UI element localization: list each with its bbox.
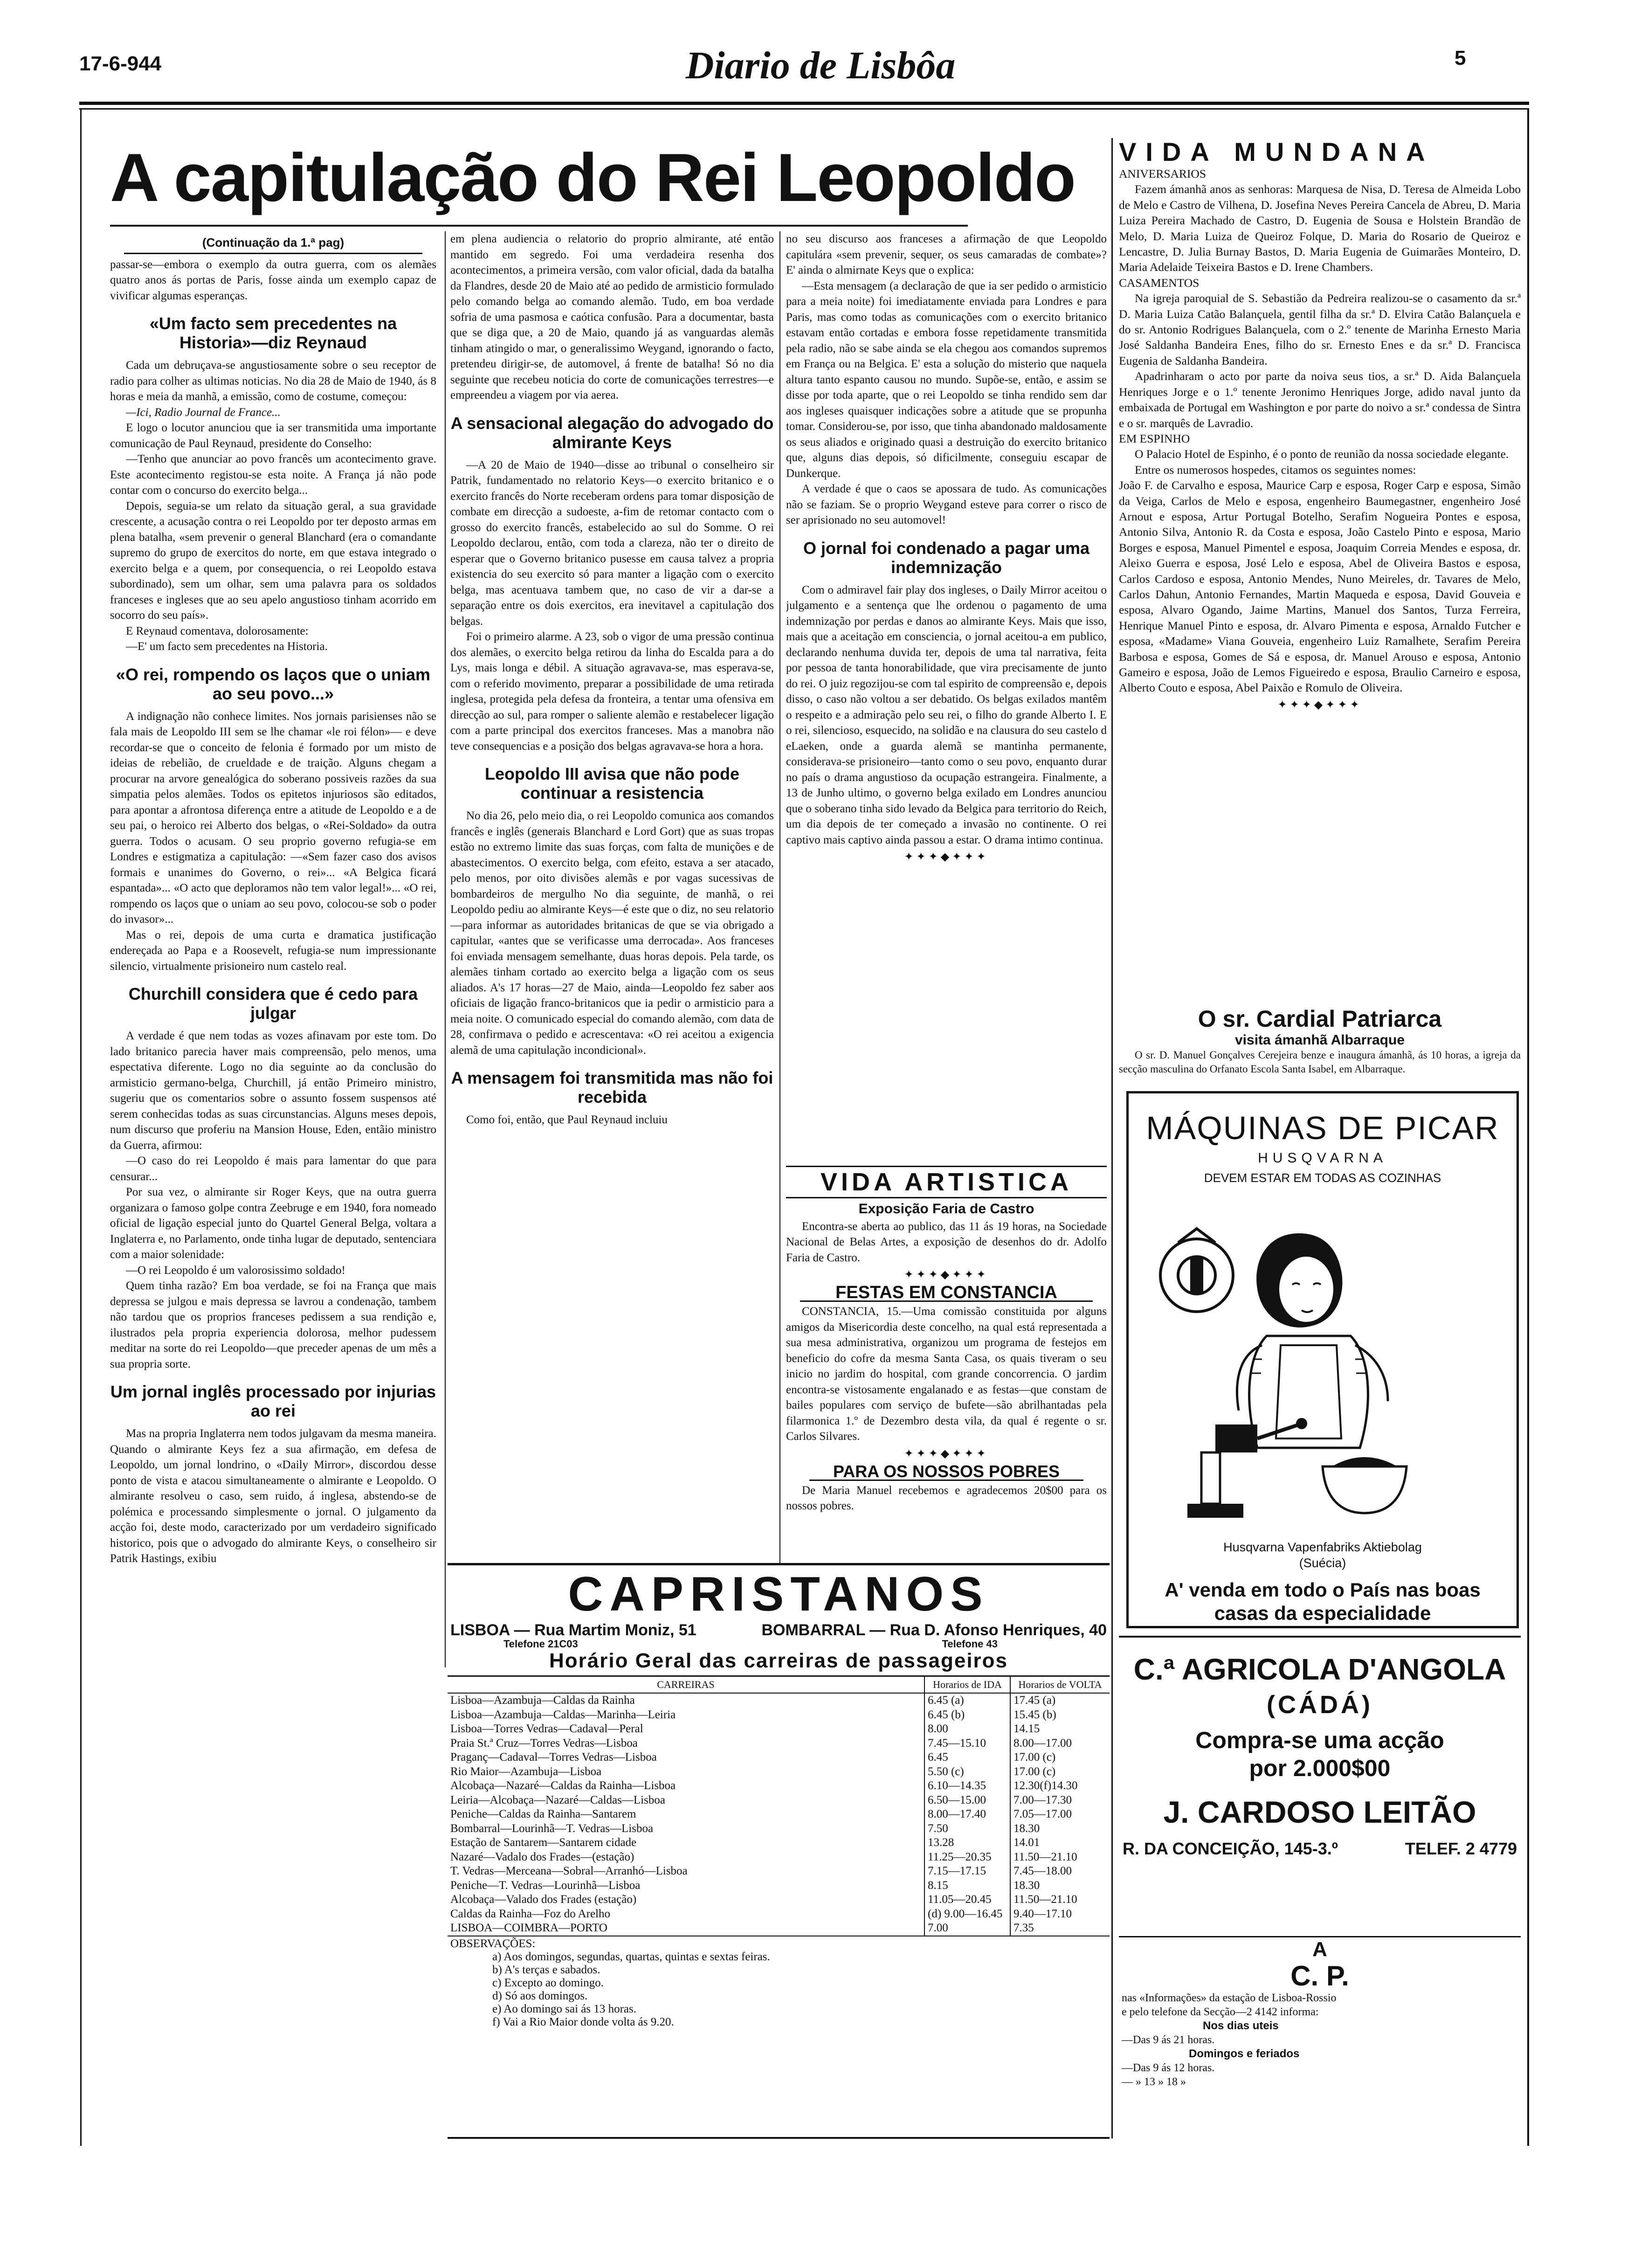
lisboa-phone: Telefone 21C03 <box>503 1638 578 1650</box>
paragraph: Depois, seguia-se um relato da situação geral, a sua gravidade crescente, a acusação contra o rei Leopoldo por ter deposto armas em plena batalha, «sem prevenir o general Blanchard (era o comandante supremo do grupo de exercitos do norte, em que estava integrado o exercito belga e a quem, por consequencia, o rei Leopoldo estava subordinado), sem um olhar, sem uma palavra para os soldados franceses e ingleses que ao seu apelo angustioso tinham acorrido em socorro do seu país». <box>110 499 436 622</box>
husqvarna-tagline: DEVEM ESTAR EM TODAS AS COZINHAS <box>1204 1171 1441 1185</box>
angola-subtitle: (CÁDÁ) <box>1267 1691 1373 1719</box>
timetable-departure: 8.00 <box>924 1722 1010 1736</box>
cp-weekdays-heading: Nos dias uteis <box>1203 2019 1279 2032</box>
timetable-route: Peniche—T. Vedras—Lourinhã—Lisboa <box>450 1879 641 1892</box>
article-column-2 <box>450 231 774 1565</box>
husqvarna-country: (Suécia) <box>1299 1556 1346 1570</box>
timetable-route: Peniche—Caldas da Rainha—Santarem <box>450 1808 636 1820</box>
separator-ornament: ✦✦✦◆✦✦✦ <box>1277 698 1362 711</box>
cp-ad <box>1119 1938 1521 2134</box>
page-number: 5 <box>1455 47 1466 69</box>
cp-info-text: nas «Informações» da estação de Lisboa-Rossio e pelo telefone da Secção—2 4142 informa: <box>1122 1992 1337 2018</box>
timetable-row <box>448 1850 1110 1865</box>
paragraph: CONSTANCIA, 15.—Uma comissão constituida por alguns amigos da Misericordia deste concelho, na qual está representada a sua mesa administrativa, organizou um programa de festejos em beneficio do cofre da mesma Santa Casa, os quais tiveram o seu inicio no jardim do hospital, com grande concorrencia. O jardim encontra-se vistosamente engalanado e as festas—que constam de bailes populares com serviço de bufete—são abrilhantadas pela filarmonica 1.º de Dezembro desta vila, da qual é regente o sr. Carlos Silvares. <box>786 1305 1107 1443</box>
headline-rule <box>110 225 968 227</box>
paragraph: E Reynaud comentava, dolorosamente: <box>126 624 309 637</box>
masthead: Diario de Lisbôa <box>685 44 956 87</box>
timetable-route: Praia St.ª Cruz—Torres Vedras—Lisboa <box>450 1736 638 1749</box>
paragraph: —A 20 de Maio de 1940—disse ao tribunal o conselheiro sir Patrik, fundamentado no relatorio Keys—o exercito britanico e o exercito francês do Norte receberam ordens para tomar disposição de combate em direcção a sudoeste, a-fim de retomar contacto com o grosso do exercito francês, estabelecido ao sul do Somme. O rei Leopoldo declarou, então, com toda a clareza, não ter o direito de esperar que o Governo britanico pusesse em causa talvez a propria existencia do seu exercito só para manter a ligação com o exercito belga, mas acentuava tambem que, no caso de vir a dar-se a separação entre os dois exercitos, era inevitavel a capitulação dos belgas. <box>450 458 774 628</box>
timetable-route: Lisboa—Azambuja—Caldas—Marinha—Leiria <box>450 1708 676 1721</box>
angola-phone: TELEF. 2 4779 <box>1405 1839 1517 1858</box>
timetable-departure: 11.25—20.35 <box>924 1850 1010 1865</box>
paragraph: —E' um facto sem precedentes na Historia. <box>126 640 328 653</box>
observation-item: d) Só aos domingos. <box>492 1989 588 2002</box>
separator-ornament: ✦✦✦◆✦✦✦ <box>904 851 989 863</box>
timetable-return: 11.50—21.10 <box>1010 1850 1110 1865</box>
timetable-row <box>448 1893 1110 1907</box>
timetable-departure: 8.15 <box>924 1879 1010 1893</box>
timetable-departure: 7.15—17.15 <box>924 1864 1010 1879</box>
paragraph: passar-se—embora o exemplo da outra guerra, com os alemães quatro anos ás portas de Paris, fosse ainda um exemplo capaz de vivificar algumas esperanças. <box>110 258 436 302</box>
timetable-return: 7.05—17.00 <box>1010 1807 1110 1822</box>
separator-ornament: ✦✦✦◆✦✦✦ <box>904 1447 989 1460</box>
timetable-departure: 8.00—17.40 <box>924 1807 1010 1822</box>
timetable-departure: 6.45 (b) <box>924 1708 1010 1722</box>
timetable-row <box>448 1793 1110 1808</box>
paragraph: No dia 26, pelo meio dia, o rei Leopoldo comunica aos comandos francês e inglês (generais Blanchard e Lord Gort) que as suas tropas estão no extremo limite das suas forças, com falta de munições e de abastecimentos. O exercito belga, com efeito, estava a ser atacado, pelo menos, por oito divisões alemãs e por vagas sucessivas de bombardeiros de mergulho No dia seguinte, de manhã, o rei Leopoldo pediu ao almirante Keys—é este que o diz, no seu relatorio—para informar as autoridades britanicas de que se via obrigado a capitular, «antes que se verificasse uma derrocada». Aos franceses foi enviada mensagem semelhante, duas horas depois. Pela tarde, os alemães tinham cortado ao exercito belga a ligação com os seus aliados. A's 17 horas—27 de Maio, ainda—Leopoldo fez saber aos oficiais de ligação franco-britanicos que ia pedir o armisticio para a meia noite. O comunicado especial do comando alemão, com data de 28, confirmava o pedido e acrescentava: «O rei aceitou a exigencia alemã de uma capitulação incondicional». <box>450 809 774 1057</box>
husqvarna-title: MÁQUINAS DE PICAR <box>1146 1110 1499 1146</box>
cp-sundays-hours-2: — » 13 » 18 » <box>1122 2076 1186 2088</box>
heading-aniversarios: ANIVERSARIOS <box>1119 167 1207 180</box>
observations <box>448 1936 1110 2030</box>
subheading: Um jornal inglês processado por injurias ao rei <box>110 1382 436 1420</box>
timetable-return: 17.00 (c) <box>1010 1765 1110 1779</box>
bombarral-address: BOMBARRAL — Rua D. Afonso Henriques, 40 <box>761 1621 1107 1639</box>
timetable-route: Bombarral—Lourinhã—T. Vedras—Lisboa <box>450 1822 654 1835</box>
paragraph: —Ici, Radio Journal de France... <box>126 406 281 419</box>
husqvarna-crest-logo <box>1160 1229 1233 1312</box>
timetable-departure: 5.50 (c) <box>924 1765 1010 1779</box>
capristanos-title: CAPRISTANOS <box>568 1567 989 1621</box>
col-sep-3 <box>1111 138 1113 2138</box>
paragraph: —Esta mensagem (a declaração de que ia ser pedido o armisticio para a meia noite) foi imediatamente enviada para Londres e para Paris, mas como todas as comunicações com o exercito britanico estavam então cortadas e embora fosse repetidamente transmitida pela radio, não se sabe ainda se ela chegou aos comandos supremos em França ou na Belgica. E' esta a solução do misterio que naquela altura tanto espanto causou no mundo. Supõe-se, então, e assim se disse por toda aparte, que o rei Leopoldo se tinha rendido sem dar aos ingleses quaisquer indicações sobre a atitude que se propunha tomar. Considerou-se, por isso, que tinha abandonado maldosamente os seus aliados e originado quasi a destruição do exercito britanico que, alguns dias depois, só dificilmente, conseguiu escapar de Dunkerque. <box>786 279 1107 480</box>
timetable <box>448 1677 1110 1936</box>
angola-ad <box>1119 1636 1521 1937</box>
heading-espinho: EM ESPINHO <box>1119 431 1190 445</box>
paragraph: Com o admiravel fair play dos ingleses, o Daily Mirror aceitou o julgamento e a sentença que lhe ordenou o pagamento de uma indemnização por perdas e danos ao almirante Keys. Mais que isso, mais que a aceitação em consciencia, o jornal aceitou-a em publico, declarando nenhuma duvida ter, depois de uma tal narrativa, feita por pessoa de tanta honorabilidade, que vira precisamente de junto do rei. O juiz regozijou-se com tal espirito de compreensão e, depois disso, o caso não voltou a ser debatido. Os belgas exilados mantêm o respeito e a admiração pelo seu rei, o filho do grande Alberto I. E o rei, silencioso, esquecido, na solidão e na clausura do seu castelo d eLaeken, onde a guarda alemã se mantinha permanente, considerava-se prisioneiro—tanto como o seu povo, enquanto durar no país o drama angustioso da ocupação estrangeira. Finalmente, a 13 de Junho ultimo, o governo belga exilado em Londres anunciou que o soberano tinha sido levado da Belgica para territorio do Reich, um dia depois de ter começado a invasão no continente. O rei captivo mais captivo ainda passou a estar. O drama intimo continua. <box>786 583 1107 846</box>
angola-address: R. DA CONCEIÇÃO, 145-3.º <box>1123 1839 1338 1858</box>
timetable-return: 17.45 (a) <box>1010 1693 1110 1708</box>
timetable-departure: 6.10—14.35 <box>924 1779 1010 1793</box>
heading-casamentos: CASAMENTOS <box>1119 276 1200 290</box>
continuation-note: (Continuação da 1.ª pag) <box>124 235 422 254</box>
paragraph: Por sua vez, o almirante sir Roger Keys, que na outra guerra organizara o famoso golpe contra Zeebruge e em 1940, fora nomeado oficial de ligação especial junto do Quartel General Belga, voltara a Inglaterra e, no Parlamento, onde tinha lugar de deputado, sentenciara com a maior solenidade: <box>110 1186 436 1261</box>
timetable-return: 18.30 <box>1010 1879 1110 1893</box>
paragraph: Mas na propria Inglaterra nem todos julgavam da mesma maneira. Quando o almirante Keys fez a sua afirmação, em defesa de Leopoldo, um jornal londrino, o «Daily Mirror», discordou desse ponto de vista e atacou simultaneamente o almirante e Leopoldo. O almirante resolveu o caso, sem ruido, á inglesa, abstendo-se de polémica e processando simplesmente o jornal. O julgamento da acção foi, deste modo, caracterizado por um verdadeiro significado historico, pois que o advogado do almirante Keys, o conselheiro sir Patrik Hastings, exibiu <box>110 1427 436 1565</box>
timetable-row <box>448 1779 1110 1793</box>
timetable-return: 14.01 <box>1010 1836 1110 1850</box>
timetable-departure: 13.28 <box>924 1836 1010 1850</box>
timetable-return: 7.35 <box>1010 1921 1110 1936</box>
paragraph: O sr. D. Manuel Gonçalves Cerejeira benze e inaugura ámanhã, ás 10 horas, a igreja da secção masculina do Orfanato Escola Santa Isabel, em Albarraque. <box>1119 1049 1521 1075</box>
angola-offer-line1: Compra-se uma acção <box>1195 1727 1444 1753</box>
timetable-return: 12.30(f)14.30 <box>1010 1779 1110 1793</box>
husqvarna-footer: A' venda em todo o País nas boas casas da especialidade <box>1165 1579 1481 1624</box>
paragraph: Na igreja paroquial de S. Sebastião da Pedreira realizou-se o casamento da sr.ª D. Maria Luiza Catão Balançuela, gentil filha da sr.ª D. Elvira Catão Balançuela e do sr. Antonio Rodrigues Balançuela, com o 2.º tenente de Marinha Ernesto Maria José Saldanha Bandeira Enes, filho do sr. Ernesto Enes e da sr.ª D. Francisca Eugenia de Saldanha Bandeira. <box>1119 291 1521 367</box>
paragraph: Como foi, então, que Paul Reynaud incluiu <box>466 1113 668 1126</box>
issue-date: 17-6-944 <box>79 52 162 75</box>
timetable-row <box>448 1750 1110 1765</box>
timetable-route: Alcobaça—Nazaré—Caldas da Rainha—Lisboa <box>450 1779 676 1792</box>
paragraph: Cada um debruçava-se angustiosamente sobre o seu receptor de radio para colher as ultimas noticias. No dia 28 de Maio de 1940, ás 8 horas e meia da manhã, a emissão, como de costume, começou: <box>110 359 436 403</box>
paragraph: Fazem ámanhã anos as senhoras: Marquesa de Nisa, D. Teresa de Almeida Lobo de Melo e Castro de Vilhena, D. Josefina Neves Pereira Cancela de Abreu, D. Maria Luiza Pereira Machado de Castro, D. Eugenia de Sousa e Holstein Brandão de Melo, D. Maria Luiza de Queiroz Folque, D. Maria do Rosario de Queiroz e Lencastre, D. Julia Burnay Bastos, D. Maria Eugenia de Guimarães Monteiro, D. Maria Adelaide Teixeira Bastos e D. Irene Chambers. <box>1119 182 1521 274</box>
timetable-departure: 7.45—15.10 <box>924 1736 1010 1751</box>
timetable-departure: 6.45 <box>924 1750 1010 1765</box>
separator-ornament: ✦✦✦◆✦✦✦ <box>904 1269 989 1281</box>
timetable-return: 11.50—21.10 <box>1010 1893 1110 1907</box>
paragraph: A verdade é que nem todas as vozes afinavam por este tom. Do lado britanico parecia haver mais compreensão, pelo menos, uma espectativa diferente. Logo no dia seguinte ao da conclusão do armisticio germano-belga, Churchill, já então Primeiro ministro, sugeriu que os comentarios sobre o assunto fossem suspensos até serem conhecidas todas as suas circunstancias. Alguns meses depois, num discurso que proferiu na Mansion House, Eden, entãio ministro da Guerra, afirmou: <box>110 1030 436 1152</box>
paragraph: —O caso do rei Leopoldo é mais para lamentar do que para censurar... <box>110 1155 436 1183</box>
capristanos-subtitle: Horário Geral das carreiras de passageiros <box>448 1649 1110 1677</box>
paragraph: no seu discurso aos franceses a afirmação de que Leopoldo capitulára «sem prevenir, sequer, os seus camaradas de combate»? E' ainda o almirnate Keys que o explica: <box>786 233 1107 277</box>
paragraph: Encontra-se aberta ao publico, das 11 ás 19 horas, na Sociedade Nacional de Belas Artes, a exposição de desenhos do dr. Adolfo Faria de Castro. <box>786 1220 1107 1264</box>
timetable-row <box>448 1708 1110 1722</box>
timetable-route: Lisboa—Azambuja—Caldas da Rainha <box>450 1694 635 1707</box>
cardial-title: O sr. Cardial Patriarca <box>1198 1006 1442 1032</box>
paragraph: Entre os numerosos hospedes, citamos os seguintes nomes: <box>1135 463 1416 477</box>
section-title-vida-artistica: VIDA ARTISTICA <box>786 1166 1107 1198</box>
article-column-3 <box>786 231 1107 1164</box>
timetable-return: 9.40—17.10 <box>1010 1907 1110 1922</box>
subheading: O jornal foi condenado a pagar uma indemnização <box>803 538 1090 577</box>
paragraph: em plena audiencia o relatorio do proprio almirante, até então mantido em segredo. Foi uma verdadeira resenha dos acontecimentos, a primeira versão, com valor oficial, dada da batalha da Flandres, desde 20 de Maio até ao pedido de armisticio formulado pelo comando belga ao comando alemão. Tudo, em boa verdade sofria de uma pasmosa e caótica confusão. Para a documentar, basta que se diga que, a 20 de Maio, quando já as vanguardas alemãs tinham atingido o mar, o generalissimo Weygand, ignorando o facto, pretendeu dirigir-se, de automovel, á frente de batalha! Só no dia seguinte que recebeu noticia do corte de comunicações terrestres—e empreendeu a viagem por via aerea. <box>450 233 774 401</box>
timetable-departure: 7.00 <box>924 1921 1010 1936</box>
timetable-row <box>448 1921 1110 1936</box>
subheading: «Um facto sem precedentes na Historia»—diz Reynaud <box>149 314 397 352</box>
col-header-carreiras: CARREIRAS <box>448 1677 924 1693</box>
col-sep-2 <box>779 231 780 1564</box>
timetable-departure: 6.50—15.00 <box>924 1793 1010 1808</box>
timetable-row <box>448 1864 1110 1879</box>
observation-item: f) Vai a Rio Maior donde volta ás 9.20. <box>492 2015 674 2028</box>
woman-with-meat-grinder-illustration <box>1145 1205 1500 1532</box>
cp-weekdays-hours: —Das 9 ás 21 horas. <box>1122 2034 1215 2046</box>
timetable-route: Nazaré—Vadalo dos Frades—(estação) <box>450 1850 634 1863</box>
timetable-row <box>448 1693 1110 1708</box>
article-column-1 <box>110 231 436 2101</box>
timetable-departure: (d) 9.00—16.45 <box>924 1907 1010 1922</box>
paragraph: Foi o primeiro alarme. A 23, sob o vigor de uma pressão continua dos alemães, o exercito belga retirou da linha do Escalda para a do Lys, mais longa e débil. A situação agravava-se, mas esperava-se, com o referido movimento, preparar a possibilidade de uma retirada inglesa, protegida pela defesa da fronteira, a tentar uma ofensiva em direcção ao sul, para romper o saliente alemão e restabelecer ligação com a parte principal dos exercitos franceses. Mas a manobra não teve consequencias e a posição dos belgas agravava-se hora a hora. <box>450 630 774 753</box>
timetable-row <box>448 1907 1110 1922</box>
timetable-row <box>448 1736 1110 1751</box>
timetable-route: Rio Maior—Azambuja—Lisboa <box>450 1765 602 1778</box>
timetable-row <box>448 1722 1110 1736</box>
paragraph: João F. de Carvalho e esposa, Maurice Carp e esposa, Roger Carp e esposa, Simão da Veiga, Carlos de Melo e esposa, engenheiro Baumegastner, engenheiro José Arnout e esposa, Artur Portugal Botelho, Serafim Nogueira Pontes e esposa, Antonio Silva, Antonio R. da Costa e esposa, João Castelo Pinto e esposa, Mario Borges e esposa, Manuel Pimentel e esposa, Joaquim Correia Mendes e esposa, dr. Aleixo Guerra e esposa, José Lelo e esposa, Abel de Oliveira Bastos e esposa, Carlos Cardoso e esposa, Antonio Mendes, Nuno Meireles, dr. Tavares de Melo, Carlos Dahun, Antonio Fernandes, Martin Maqueda e esposa, David Gouveia e esposa, Alvaro Ogando, Jaime Martins, Manuel dos Santos, Turza Ferreira, Henrique Manuel Pinto e esposa, dr. Alvaro Pimenta e esposa, Arnaldo Futcher e esposa, «Madame» Viana Gouveia, engenheiro Luiz Ramalhete, Serafim Pereira Barbosa e esposa, Gomes de Sá e esposa, dr. Manuel Arouso e esposa, Antonio Gameiro e esposa, João de Lemos Figueiredo e esposa, Braulio Carneiro e esposa, Alberto Couto e esposa, Abel Paixão e Romulo de Oliveira. <box>1119 478 1521 695</box>
col-header-volta: Horarios de VOLTA <box>1010 1677 1110 1693</box>
capristanos-ad <box>448 1563 1110 2139</box>
timetable-return: 14.15 <box>1010 1722 1110 1736</box>
angola-contact-name: J. CARDOSO LEITÃO <box>1163 1795 1476 1829</box>
subheading: Churchill considera que é cedo para julgar <box>128 984 418 1023</box>
paragraph: A verdade é que o caos se apossara de tudo. As comunicações não se faziam. Se o proprio Weygand esteve para correr o risco de ser aprisionado no seu automovel! <box>786 483 1107 526</box>
timetable-route: Praganç—Cadaval—Torres Vedras—Lisboa <box>450 1751 657 1763</box>
observation-item: e) Ao domingo sai ás 13 horas. <box>492 2002 636 2015</box>
paragraph: E logo o locutor anunciou que ia ser transmitida uma importante comunicação de Paul Reynaud, presidente do Conselho: <box>110 422 436 450</box>
paragraph: A indignação não conhece limites. Nos jornais parisienses não se fala mais de Leopoldo III sem se lhe chamar «le roi félon»— e deve recordar-se que o conceito de felonia é formado por um misto de ideias de rebelião, de crueldade e de traição. Alguns chegam a procurar na arvore genealógica do soberano possiveis razões da sua simpatia pelos alemães. Todos os epitetos injuriosos são editados, para apontar a afrontosa diferença entre a atitude de Leopoldo e a de seu pai, o heroico rei Alberto dos belgas, o «Rei-Soldado» da outra guerra. Todos o acusam. O seu proprio governo refugia-se em Londres e estigmatiza a capitulação: —«Sem fazer caso dos avisos formais e unanimes do Governo, o rei»... «A Belgica ficará espantada»... «O acto que deploramos não tem valor legal!»... «O rei, rompendo os laços que o uniam ao seu povo, colocou-se sob o poder do invasor»... <box>110 710 436 926</box>
timetable-route: T. Vedras—Merceana—Sobral—Arranhó—Lisboa <box>450 1865 688 1877</box>
timetable-return: 7.45—18.00 <box>1010 1864 1110 1879</box>
header-rule-bottom <box>79 108 1529 110</box>
section-title-pobres: PARA OS NOSSOS POBRES <box>809 1464 1083 1481</box>
section-title-vida-mundana: VIDA MUNDANA <box>1119 138 1434 166</box>
observation-item: b) A's terças e sabados. <box>492 1963 600 1976</box>
timetable-row <box>448 1807 1110 1822</box>
observations-heading: OBSERVAÇÕES: <box>450 1937 536 1950</box>
timetable-row <box>448 1822 1110 1836</box>
timetable-return: 7.00—17.30 <box>1010 1793 1110 1808</box>
vida-mundana-column <box>1119 138 1521 1080</box>
timetable-route: Alcobaça—Valado dos Frades (estação) <box>450 1893 637 1906</box>
paragraph: Quem tinha razão? Em boa verdade, se foi na França que mais depressa se julgou e mais depressa se lavrou a condenação, tambem não tardou que os proprios franceses pedissem a sua rendição e, ilustrados pela propria experiencia dolorosa, melhor pudessem meditar na sorte do rei Leopoldo—que preceder apenas de um mês a sua propria sorte. <box>110 1279 436 1370</box>
lisboa-address: LISBOA — Rua Martim Moniz, 51 <box>450 1621 696 1639</box>
angola-offer-line2: por 2.000$00 <box>1249 1755 1391 1781</box>
bombarral-phone: Telefone 43 <box>942 1638 998 1650</box>
husqvarna-brand: HUSQVARNA <box>1258 1150 1387 1166</box>
headline: A capitulação do Rei Leopoldo <box>110 139 1075 215</box>
cardial-brief <box>1119 1005 1521 1089</box>
paragraph: Mas o rei, depois de uma curta e dramatica justificação endereçada ao Papa e a Roosevelt, refugia-se num impressionante silencio, virtualmente prisioneiro num castelo real. <box>110 928 436 973</box>
header-rule-top <box>79 102 1529 105</box>
timetable-row <box>448 1836 1110 1850</box>
timetable-departure: 6.45 (a) <box>924 1693 1010 1708</box>
timetable-return: 17.00 (c) <box>1010 1750 1110 1765</box>
paragraph: —O rei Leopoldo é um valorosissimo soldado! <box>126 1264 345 1277</box>
timetable-row <box>448 1879 1110 1893</box>
section-title-festas: FESTAS EM CONSTANCIA <box>800 1285 1093 1302</box>
husqvarna-maker: Husqvarna Vapenfabriks Aktiebolag <box>1223 1540 1422 1554</box>
angola-title: C.ª AGRICOLA D'ANGOLA <box>1133 1653 1506 1686</box>
subheading: Leopoldo III avisa que não pode continuar a resistencia <box>484 764 740 802</box>
timetable-route: Leiria—Alcobaça—Nazaré—Caldas—Lisboa <box>450 1793 665 1806</box>
subheading: A sensacional alegação do advogado do almirante Keys <box>450 413 774 452</box>
timetable-return: 8.00—17.00 <box>1010 1736 1110 1751</box>
cp-sundays-heading: Domingos e feriados <box>1189 2047 1300 2060</box>
timetable-route: LISBOA—COIMBRA—PORTO <box>450 1922 607 1934</box>
observation-item: a) Aos domingos, segundas, quartas, quintas e sextas feiras. <box>492 1950 770 1963</box>
col-sep-1 <box>445 231 446 1667</box>
paragraph: —Tenho que anunciar ao povo francês um acontecimento grave. Este acontecimento registou-se esta noite. A França já não pode contar com o concurso do exercito belga... <box>110 453 436 497</box>
timetable-route: Estação de Santarem—Santarem cidade <box>450 1836 637 1849</box>
cp-heading: C. P. <box>1290 1960 1349 1991</box>
timetable-route: Lisboa—Torres Vedras—Cadaval—Peral <box>450 1722 643 1735</box>
subtitle-exposicao: Exposição Faria de Castro <box>858 1201 1034 1217</box>
cp-heading-article: A <box>1312 1938 1327 1961</box>
left-frame-rule <box>80 108 82 2146</box>
subheading: A mensagem foi transmitida mas não foi recebida <box>451 1068 773 1106</box>
paragraph: Apadrinharam o acto por parte da noiva seus tios, a sr.ª D. Aida Balançuela Henriques Jorge e o 1.º tenente Jeronimo Henriques Jorge, adido naval junto da embaixada de Portugal em Washington e por parte do noivo a sr.ª condessa de Sintra e o sr. marquês de Lavradio. <box>1119 369 1521 430</box>
column-3-briefs <box>786 1166 1107 1562</box>
cardial-subtitle: visita ámanhã Albarraque <box>1234 1032 1405 1048</box>
timetable-return: 15.45 (b) <box>1010 1708 1110 1722</box>
timetable-return: 18.30 <box>1010 1822 1110 1836</box>
observation-item: c) Excepto ao domingo. <box>492 1976 604 1989</box>
cp-sundays-hours-1: —Das 9 ás 12 horas. <box>1122 2062 1215 2074</box>
subheading: «O rei, rompendo os laços que o uniam ao seu povo...» <box>116 664 431 703</box>
paragraph: O Palacio Hotel de Espinho, é o ponto de reunião da nossa sociedade elegante. <box>1135 447 1509 461</box>
husqvarna-ad <box>1126 1091 1519 1628</box>
timetable-route: Caldas da Rainha—Foz do Arelho <box>450 1907 610 1920</box>
timetable-departure: 7.50 <box>924 1822 1010 1836</box>
col-header-ida: Horarios de IDA <box>924 1677 1010 1693</box>
timetable-row <box>448 1765 1110 1779</box>
right-frame-rule <box>1527 108 1529 2146</box>
timetable-departure: 11.05—20.45 <box>924 1893 1010 1907</box>
paragraph: De Maria Manuel recebemos e agradecemos 20$00 para os nossos pobres. <box>786 1484 1107 1512</box>
